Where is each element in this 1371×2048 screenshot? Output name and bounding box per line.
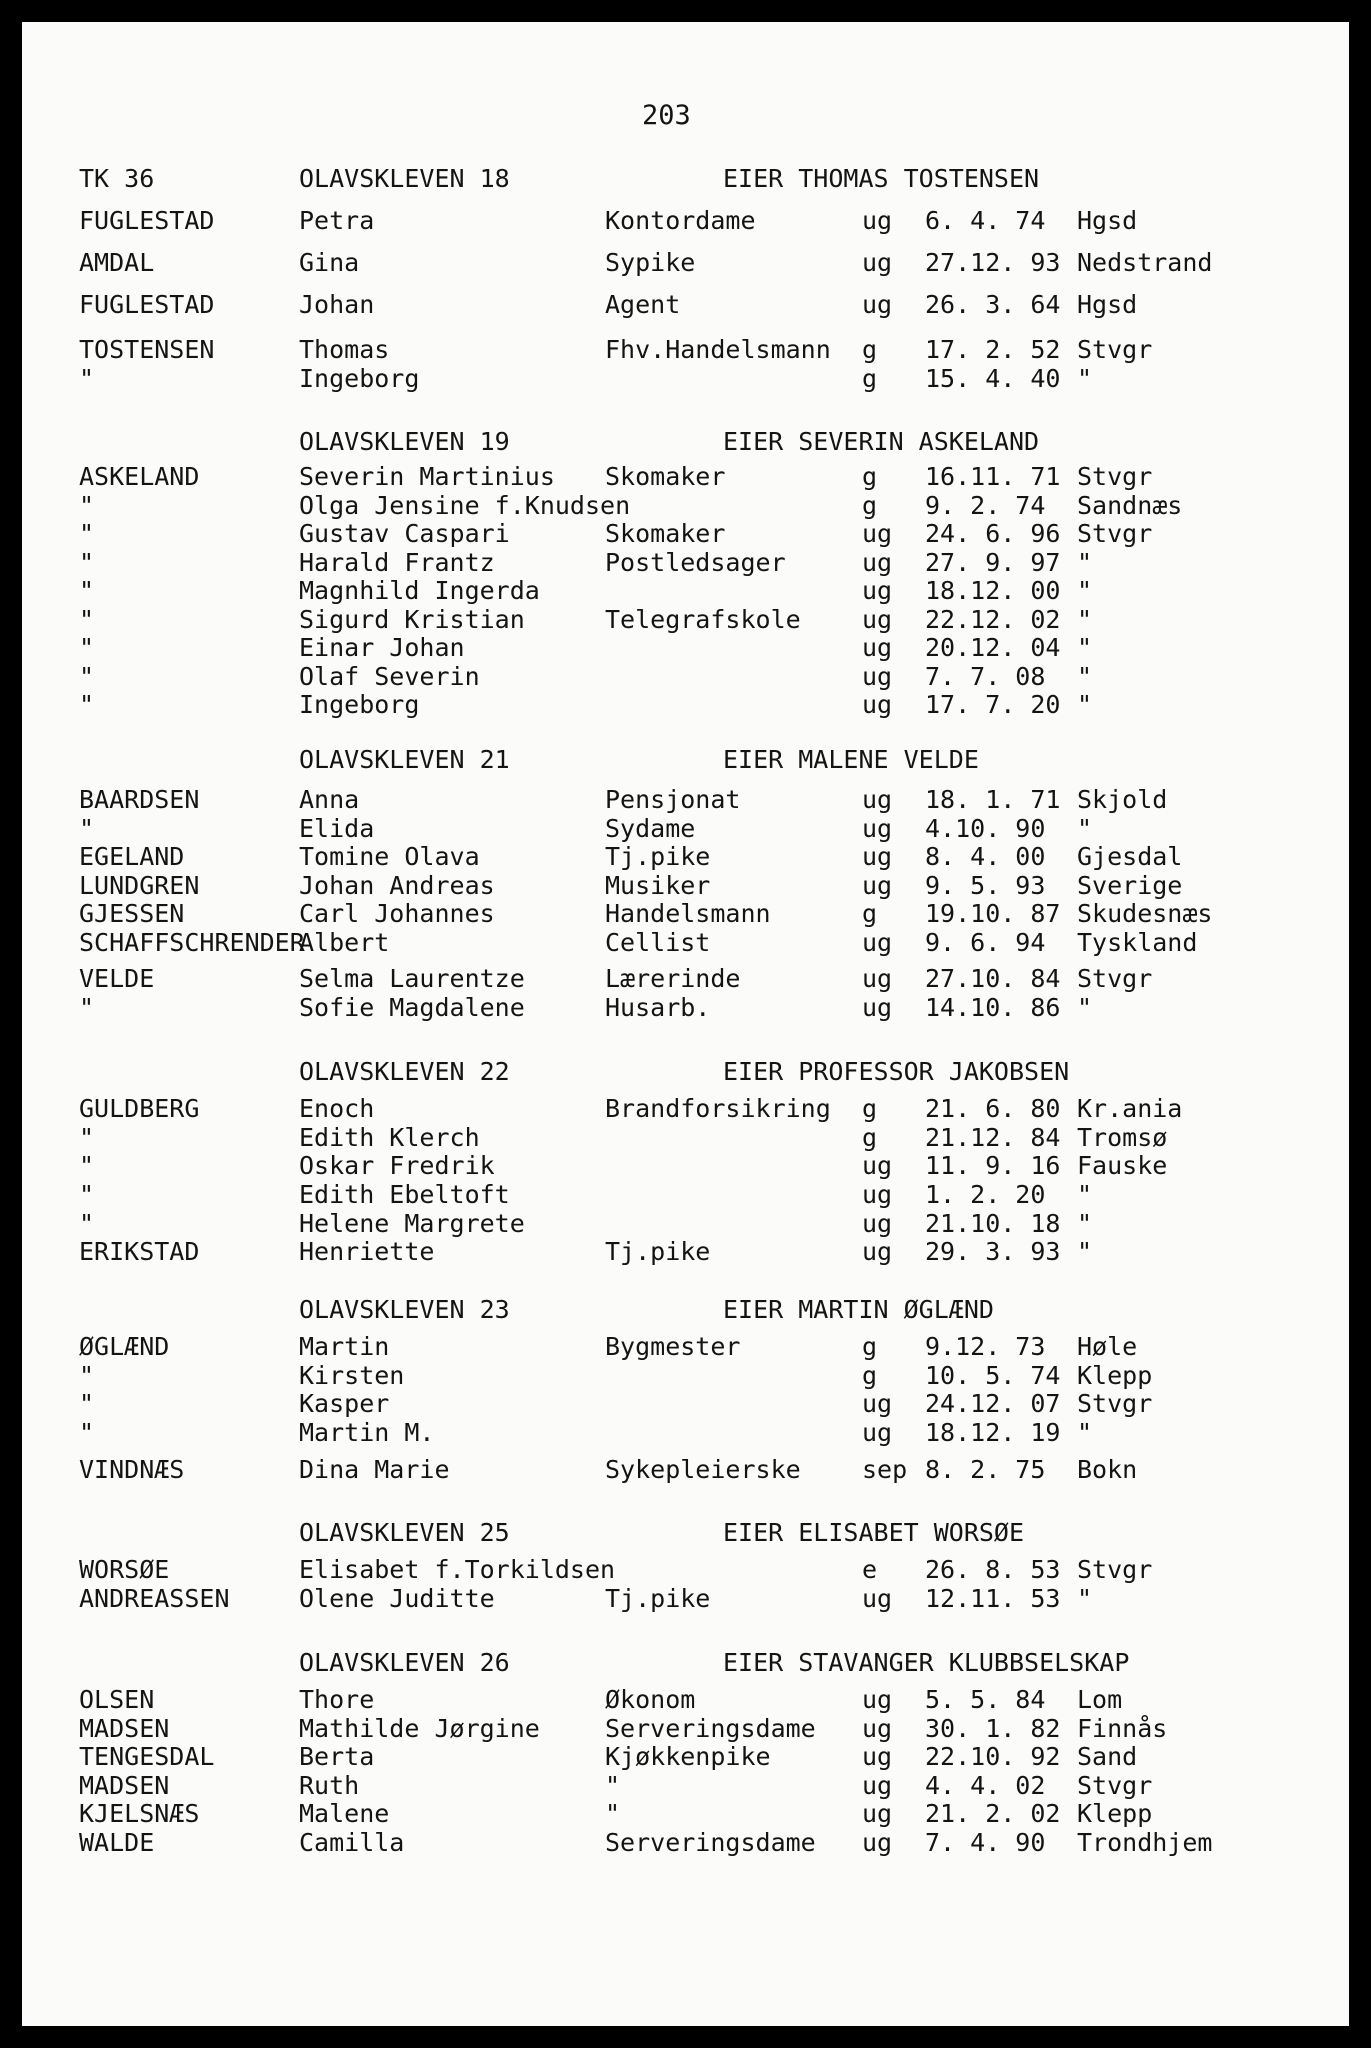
birth-date-cell: 4. 4. 02 bbox=[925, 1771, 1046, 1800]
surname-cell: GJESSEN bbox=[79, 899, 185, 928]
property-owner: EIER THOMAS TOSTENSEN bbox=[723, 164, 1040, 193]
birth-date-cell: 27.10. 84 bbox=[925, 964, 1061, 993]
given-name-cell: Thomas bbox=[299, 335, 390, 364]
given-name-cell: Kasper bbox=[299, 1389, 390, 1418]
occupation-cell: Tj.pike bbox=[605, 1237, 711, 1266]
surname-cell: GULDBERG bbox=[79, 1094, 200, 1123]
occupation-cell: Postledsager bbox=[605, 548, 786, 577]
marital-status-cell: ug bbox=[862, 964, 893, 993]
occupation-cell: Sydame bbox=[605, 814, 696, 843]
resident-row bbox=[22, 1361, 1349, 1389]
marital-status-cell: ug bbox=[862, 1771, 893, 1800]
page-number: 203 bbox=[642, 100, 691, 131]
birth-date-cell: 10. 5. 74 bbox=[925, 1361, 1061, 1390]
surname-cell: TOSTENSEN bbox=[79, 335, 215, 364]
surname-cell: ØGLÆND bbox=[79, 1332, 170, 1361]
birthplace-cell: " bbox=[1077, 690, 1093, 719]
given-name-cell: Gustav Caspari bbox=[299, 519, 510, 548]
property-owner: EIER SEVERIN ASKELAND bbox=[723, 427, 1040, 456]
birth-date-cell: 16.11. 71 bbox=[925, 462, 1061, 491]
resident-row bbox=[22, 662, 1349, 690]
birthplace-cell: Kr.ania bbox=[1077, 1094, 1183, 1123]
resident-row bbox=[22, 871, 1349, 899]
property-header bbox=[22, 1518, 1349, 1546]
birthplace-cell: Stvgr bbox=[1077, 964, 1153, 993]
given-name-cell: Olene Juditte bbox=[299, 1584, 495, 1613]
marital-status-cell: ug bbox=[862, 1237, 893, 1266]
birth-date-cell: 17. 2. 52 bbox=[925, 335, 1061, 364]
birth-date-cell: 7. 7. 08 bbox=[925, 662, 1046, 691]
surname-cell: MADSEN bbox=[79, 1714, 170, 1743]
surname-cell: ANDREASSEN bbox=[79, 1584, 230, 1613]
surname-cell: OLSEN bbox=[79, 1685, 155, 1714]
surname-cell: " bbox=[79, 993, 95, 1022]
marital-status-cell: ug bbox=[862, 1151, 893, 1180]
surname-cell: LUNDGREN bbox=[79, 871, 200, 900]
occupation-cell: Handelsmann bbox=[605, 899, 771, 928]
birthplace-cell: " bbox=[1077, 576, 1093, 605]
marital-status-cell: g bbox=[862, 1332, 878, 1361]
given-name-cell: Selma Laurentze bbox=[299, 964, 525, 993]
resident-row bbox=[22, 814, 1349, 842]
birthplace-cell: " bbox=[1077, 662, 1093, 691]
marital-status-cell: g bbox=[862, 462, 878, 491]
marital-status-cell: ug bbox=[862, 1389, 893, 1418]
resident-row bbox=[22, 1799, 1349, 1827]
birthplace-cell: " bbox=[1077, 548, 1093, 577]
given-name-cell: Malene bbox=[299, 1799, 390, 1828]
birth-date-cell: 24.12. 07 bbox=[925, 1389, 1061, 1418]
marital-status-cell: ug bbox=[862, 993, 893, 1022]
given-name-cell: Olga Jensine f.Knudsen bbox=[299, 491, 631, 520]
given-name-cell: Elisabet f.Torkildsen bbox=[299, 1555, 616, 1584]
surname-cell: " bbox=[79, 1361, 95, 1390]
birthplace-cell: " bbox=[1077, 1209, 1093, 1238]
occupation-cell: " bbox=[605, 1799, 621, 1828]
given-name-cell: Dina Marie bbox=[299, 1455, 450, 1484]
resident-row bbox=[22, 1685, 1349, 1713]
resident-row bbox=[22, 548, 1349, 576]
birthplace-cell: " bbox=[1077, 814, 1093, 843]
marital-status-cell: ug bbox=[862, 248, 893, 277]
birth-date-cell: 8. 2. 75 bbox=[925, 1455, 1046, 1484]
birthplace-cell: Fauske bbox=[1077, 1151, 1168, 1180]
surname-cell: " bbox=[79, 814, 95, 843]
surname-cell: VINDNÆS bbox=[79, 1455, 185, 1484]
birth-date-cell: 26. 3. 64 bbox=[925, 290, 1061, 319]
marital-status-cell: e bbox=[862, 1555, 878, 1584]
birthplace-cell: Klepp bbox=[1077, 1361, 1153, 1390]
resident-row bbox=[22, 335, 1349, 363]
surname-cell: " bbox=[79, 364, 95, 393]
street-address: OLAVSKLEVEN 18 bbox=[299, 164, 510, 193]
birth-date-cell: 9. 5. 93 bbox=[925, 871, 1046, 900]
given-name-cell: Edith Ebeltoft bbox=[299, 1180, 510, 1209]
given-name-cell: Martin bbox=[299, 1332, 390, 1361]
surname-cell: " bbox=[79, 605, 95, 634]
resident-row bbox=[22, 1714, 1349, 1742]
street-address: OLAVSKLEVEN 23 bbox=[299, 1295, 510, 1324]
occupation-cell: Brandforsikring bbox=[605, 1094, 831, 1123]
birthplace-cell: Tromsø bbox=[1077, 1123, 1168, 1152]
property-owner: EIER MARTIN ØGLÆND bbox=[723, 1295, 994, 1324]
marital-status-cell: ug bbox=[862, 842, 893, 871]
birth-date-cell: 9. 2. 74 bbox=[925, 491, 1046, 520]
surname-cell: SCHAFFSCHRENDER bbox=[79, 928, 305, 957]
occupation-cell: Serveringsdame bbox=[605, 1714, 816, 1743]
given-name-cell: Mathilde Jørgine bbox=[299, 1714, 540, 1743]
marital-status-cell: ug bbox=[862, 1180, 893, 1209]
birthplace-cell: " bbox=[1077, 1180, 1093, 1209]
surname-cell: BAARDSEN bbox=[79, 785, 200, 814]
marital-status-cell: ug bbox=[862, 1418, 893, 1447]
birthplace-cell: Stvgr bbox=[1077, 335, 1153, 364]
resident-row bbox=[22, 1209, 1349, 1237]
marital-status-cell: ug bbox=[862, 690, 893, 719]
resident-row bbox=[22, 842, 1349, 870]
property-header bbox=[22, 164, 1349, 192]
birth-date-cell: 8. 4. 00 bbox=[925, 842, 1046, 871]
birth-date-cell: 20.12. 04 bbox=[925, 633, 1061, 662]
marital-status-cell: ug bbox=[862, 871, 893, 900]
birth-date-cell: 6. 4. 74 bbox=[925, 206, 1046, 235]
resident-row bbox=[22, 1418, 1349, 1446]
marital-status-cell: ug bbox=[862, 576, 893, 605]
birth-date-cell: 9.12. 73 bbox=[925, 1332, 1046, 1361]
birthplace-cell: Stvgr bbox=[1077, 519, 1153, 548]
birth-date-cell: 17. 7. 20 bbox=[925, 690, 1061, 719]
birthplace-cell: Stvgr bbox=[1077, 462, 1153, 491]
given-name-cell: Olaf Severin bbox=[299, 662, 480, 691]
marital-status-cell: ug bbox=[862, 785, 893, 814]
surname-cell: " bbox=[79, 519, 95, 548]
resident-row bbox=[22, 1455, 1349, 1483]
birth-date-cell: 29. 3. 93 bbox=[925, 1237, 1061, 1266]
birthplace-cell: " bbox=[1077, 364, 1093, 393]
marital-status-cell: ug bbox=[862, 548, 893, 577]
occupation-cell: " bbox=[605, 1771, 621, 1800]
birth-date-cell: 14.10. 86 bbox=[925, 993, 1061, 1022]
given-name-cell: Tomine Olava bbox=[299, 842, 480, 871]
birth-date-cell: 1. 2. 20 bbox=[925, 1180, 1046, 1209]
given-name-cell: Oskar Fredrik bbox=[299, 1151, 495, 1180]
resident-row bbox=[22, 1555, 1349, 1583]
resident-row bbox=[22, 690, 1349, 718]
given-name-cell: Carl Johannes bbox=[299, 899, 495, 928]
property-header bbox=[22, 1057, 1349, 1085]
birthplace-cell: Stvgr bbox=[1077, 1771, 1153, 1800]
given-name-cell: Johan Andreas bbox=[299, 871, 495, 900]
birthplace-cell: Hgsd bbox=[1077, 290, 1138, 319]
birth-date-cell: 22.12. 02 bbox=[925, 605, 1061, 634]
occupation-cell: Serveringsdame bbox=[605, 1828, 816, 1857]
given-name-cell: Berta bbox=[299, 1742, 375, 1771]
given-name-cell: Kirsten bbox=[299, 1361, 405, 1390]
given-name-cell: Martin M. bbox=[299, 1418, 435, 1447]
surname-cell: " bbox=[79, 662, 95, 691]
marital-status-cell: ug bbox=[862, 633, 893, 662]
birth-date-cell: 22.10. 92 bbox=[925, 1742, 1061, 1771]
birth-date-cell: 21.12. 84 bbox=[925, 1123, 1061, 1152]
birthplace-cell: Sverige bbox=[1077, 871, 1183, 900]
given-name-cell: Harald Frantz bbox=[299, 548, 495, 577]
census-page bbox=[22, 22, 1349, 2026]
birthplace-cell: Høle bbox=[1077, 1332, 1138, 1361]
marital-status-cell: ug bbox=[862, 206, 893, 235]
occupation-cell: Fhv.Handelsmann bbox=[605, 335, 831, 364]
birthplace-cell: " bbox=[1077, 633, 1093, 662]
resident-row bbox=[22, 1237, 1349, 1265]
surname-cell: " bbox=[79, 1151, 95, 1180]
given-name-cell: Helene Margrete bbox=[299, 1209, 525, 1238]
birth-date-cell: 18.12. 00 bbox=[925, 576, 1061, 605]
given-name-cell: Gina bbox=[299, 248, 360, 277]
birthplace-cell: Hgsd bbox=[1077, 206, 1138, 235]
marital-status-cell: g bbox=[862, 1361, 878, 1390]
resident-row bbox=[22, 1180, 1349, 1208]
occupation-cell: Bygmester bbox=[605, 1332, 741, 1361]
surname-cell: WALDE bbox=[79, 1828, 155, 1857]
birth-date-cell: 27. 9. 97 bbox=[925, 548, 1061, 577]
given-name-cell: Thore bbox=[299, 1685, 375, 1714]
given-name-cell: Magnhild Ingerda bbox=[299, 576, 540, 605]
property-header bbox=[22, 427, 1349, 455]
resident-row bbox=[22, 1151, 1349, 1179]
given-name-cell: Petra bbox=[299, 206, 375, 235]
birthplace-cell: Gjesdal bbox=[1077, 842, 1183, 871]
resident-row bbox=[22, 928, 1349, 956]
birthplace-cell: " bbox=[1077, 1584, 1093, 1613]
marital-status-cell: ug bbox=[862, 1685, 893, 1714]
property-header bbox=[22, 1295, 1349, 1323]
resident-row bbox=[22, 462, 1349, 490]
surname-cell: " bbox=[79, 633, 95, 662]
given-name-cell: Sofie Magdalene bbox=[299, 993, 525, 1022]
surname-cell: " bbox=[79, 1180, 95, 1209]
given-name-cell: Ruth bbox=[299, 1771, 360, 1800]
birthplace-cell: Lom bbox=[1077, 1685, 1123, 1714]
resident-row bbox=[22, 1332, 1349, 1360]
property-header bbox=[22, 1648, 1349, 1676]
surname-cell: ASKELAND bbox=[79, 462, 200, 491]
surname-cell: " bbox=[79, 1209, 95, 1238]
surname-cell: " bbox=[79, 690, 95, 719]
birth-date-cell: 24. 6. 96 bbox=[925, 519, 1061, 548]
given-name-cell: Anna bbox=[299, 785, 360, 814]
birthplace-cell: Finnås bbox=[1077, 1714, 1168, 1743]
birthplace-cell: Sand bbox=[1077, 1742, 1138, 1771]
birth-date-cell: 21. 2. 02 bbox=[925, 1799, 1061, 1828]
resident-row bbox=[22, 491, 1349, 519]
resident-row bbox=[22, 1389, 1349, 1417]
surname-cell: " bbox=[79, 1389, 95, 1418]
birthplace-cell: " bbox=[1077, 1237, 1093, 1266]
birth-date-cell: 18. 1. 71 bbox=[925, 785, 1061, 814]
given-name-cell: Albert bbox=[299, 928, 390, 957]
resident-row bbox=[22, 1584, 1349, 1612]
occupation-cell: Kontordame bbox=[605, 206, 756, 235]
birth-date-cell: 7. 4. 90 bbox=[925, 1828, 1046, 1857]
surname-cell: TENGESDAL bbox=[79, 1742, 215, 1771]
resident-row bbox=[22, 1771, 1349, 1799]
birthplace-cell: " bbox=[1077, 993, 1093, 1022]
birth-date-cell: 21.10. 18 bbox=[925, 1209, 1061, 1238]
surname-cell: " bbox=[79, 548, 95, 577]
surname-cell: " bbox=[79, 1123, 95, 1152]
street-address: OLAVSKLEVEN 25 bbox=[299, 1518, 510, 1547]
occupation-cell: Musiker bbox=[605, 871, 711, 900]
occupation-cell: Tj.pike bbox=[605, 842, 711, 871]
property-owner: EIER ELISABET WORSØE bbox=[723, 1518, 1025, 1547]
given-name-cell: Camilla bbox=[299, 1828, 405, 1857]
birthplace-cell: Trondhjem bbox=[1077, 1828, 1213, 1857]
occupation-cell: Skomaker bbox=[605, 519, 726, 548]
marital-status-cell: ug bbox=[862, 1209, 893, 1238]
marital-status-cell: g bbox=[862, 1094, 878, 1123]
birthplace-cell: " bbox=[1077, 1418, 1093, 1447]
surname-cell: " bbox=[79, 491, 95, 520]
surname-cell: VELDE bbox=[79, 964, 155, 993]
given-name-cell: Severin Martinius bbox=[299, 462, 555, 491]
occupation-cell: Cellist bbox=[605, 928, 711, 957]
property-owner: EIER STAVANGER KLUBBSELSKAP bbox=[723, 1648, 1130, 1677]
surname-cell: " bbox=[79, 1418, 95, 1447]
marital-status-cell: ug bbox=[862, 519, 893, 548]
marital-status-cell: ug bbox=[862, 1584, 893, 1613]
birthplace-cell: Skudesnæs bbox=[1077, 899, 1213, 928]
resident-row bbox=[22, 364, 1349, 392]
occupation-cell: Telegrafskole bbox=[605, 605, 801, 634]
surname-cell: " bbox=[79, 576, 95, 605]
resident-row bbox=[22, 785, 1349, 813]
resident-row bbox=[22, 1094, 1349, 1122]
birthplace-cell: Bokn bbox=[1077, 1455, 1138, 1484]
surname-cell: AMDAL bbox=[79, 248, 155, 277]
given-name-cell: Einar Johan bbox=[299, 633, 465, 662]
surname-cell: MADSEN bbox=[79, 1771, 170, 1800]
birth-date-cell: 19.10. 87 bbox=[925, 899, 1061, 928]
surname-cell: FUGLESTAD bbox=[79, 290, 215, 319]
birth-date-cell: 12.11. 53 bbox=[925, 1584, 1061, 1613]
resident-row bbox=[22, 519, 1349, 547]
surname-cell: FUGLESTAD bbox=[79, 206, 215, 235]
occupation-cell: Agent bbox=[605, 290, 681, 319]
marital-status-cell: sep bbox=[862, 1455, 908, 1484]
resident-row bbox=[22, 1828, 1349, 1856]
marital-status-cell: g bbox=[862, 364, 878, 393]
occupation-cell: Pensjonat bbox=[605, 785, 741, 814]
property-owner: EIER MALENE VELDE bbox=[723, 745, 979, 774]
given-name-cell: Enoch bbox=[299, 1094, 375, 1123]
occupation-cell: Økonom bbox=[605, 1685, 696, 1714]
marital-status-cell: ug bbox=[862, 1742, 893, 1771]
marital-status-cell: ug bbox=[862, 1828, 893, 1857]
marital-status-cell: ug bbox=[862, 928, 893, 957]
street-address: OLAVSKLEVEN 22 bbox=[299, 1057, 510, 1086]
resident-row bbox=[22, 899, 1349, 927]
surname-cell: KJELSNÆS bbox=[79, 1799, 200, 1828]
property-header bbox=[22, 745, 1349, 773]
given-name-cell: Johan bbox=[299, 290, 375, 319]
given-name-cell: Ingeborg bbox=[299, 364, 420, 393]
resident-row bbox=[22, 633, 1349, 661]
birth-date-cell: 15. 4. 40 bbox=[925, 364, 1061, 393]
marital-status-cell: g bbox=[862, 335, 878, 364]
occupation-cell: Sykepleierske bbox=[605, 1455, 801, 1484]
surname-cell: EGELAND bbox=[79, 842, 185, 871]
resident-row bbox=[22, 1742, 1349, 1770]
resident-row bbox=[22, 993, 1349, 1021]
marital-status-cell: g bbox=[862, 899, 878, 928]
resident-row bbox=[22, 964, 1349, 992]
marital-status-cell: ug bbox=[862, 1799, 893, 1828]
occupation-cell: Husarb. bbox=[605, 993, 711, 1022]
birth-date-cell: 30. 1. 82 bbox=[925, 1714, 1061, 1743]
resident-row bbox=[22, 290, 1349, 318]
marital-status-cell: ug bbox=[862, 290, 893, 319]
marital-status-cell: ug bbox=[862, 662, 893, 691]
street-address: OLAVSKLEVEN 26 bbox=[299, 1648, 510, 1677]
surname-cell: ERIKSTAD bbox=[79, 1237, 200, 1266]
birth-date-cell: 9. 6. 94 bbox=[925, 928, 1046, 957]
given-name-cell: Henriette bbox=[299, 1237, 435, 1266]
birth-date-cell: 4.10. 90 bbox=[925, 814, 1046, 843]
birthplace-cell: Stvgr bbox=[1077, 1389, 1153, 1418]
resident-row bbox=[22, 1123, 1349, 1151]
occupation-cell: Kjøkkenpike bbox=[605, 1742, 771, 1771]
birth-date-cell: 26. 8. 53 bbox=[925, 1555, 1061, 1584]
resident-row bbox=[22, 206, 1349, 234]
occupation-cell: Skomaker bbox=[605, 462, 726, 491]
street-address: OLAVSKLEVEN 19 bbox=[299, 427, 510, 456]
given-name-cell: Elida bbox=[299, 814, 375, 843]
birth-date-cell: 11. 9. 16 bbox=[925, 1151, 1061, 1180]
given-name-cell: Edith Klerch bbox=[299, 1123, 480, 1152]
birthplace-cell: " bbox=[1077, 605, 1093, 634]
tk-label: TK 36 bbox=[79, 164, 155, 193]
surname-cell: WORSØE bbox=[79, 1555, 170, 1584]
birthplace-cell: Klepp bbox=[1077, 1799, 1153, 1828]
birthplace-cell: Nedstrand bbox=[1077, 248, 1213, 277]
birthplace-cell: Sandnæs bbox=[1077, 491, 1183, 520]
marital-status-cell: g bbox=[862, 1123, 878, 1152]
resident-row bbox=[22, 248, 1349, 276]
resident-row bbox=[22, 605, 1349, 633]
property-owner: EIER PROFESSOR JAKOBSEN bbox=[723, 1057, 1070, 1086]
birth-date-cell: 5. 5. 84 bbox=[925, 1685, 1046, 1714]
marital-status-cell: ug bbox=[862, 1714, 893, 1743]
marital-status-cell: ug bbox=[862, 814, 893, 843]
given-name-cell: Sigurd Kristian bbox=[299, 605, 525, 634]
birthplace-cell: Stvgr bbox=[1077, 1555, 1153, 1584]
occupation-cell: Sypike bbox=[605, 248, 696, 277]
birth-date-cell: 21. 6. 80 bbox=[925, 1094, 1061, 1123]
birth-date-cell: 27.12. 93 bbox=[925, 248, 1061, 277]
occupation-cell: Tj.pike bbox=[605, 1584, 711, 1613]
occupation-cell: Lærerinde bbox=[605, 964, 741, 993]
given-name-cell: Ingeborg bbox=[299, 690, 420, 719]
resident-row bbox=[22, 576, 1349, 604]
birthplace-cell: Skjold bbox=[1077, 785, 1168, 814]
birthplace-cell: Tyskland bbox=[1077, 928, 1198, 957]
marital-status-cell: g bbox=[862, 491, 878, 520]
birth-date-cell: 18.12. 19 bbox=[925, 1418, 1061, 1447]
street-address: OLAVSKLEVEN 21 bbox=[299, 745, 510, 774]
marital-status-cell: ug bbox=[862, 605, 893, 634]
